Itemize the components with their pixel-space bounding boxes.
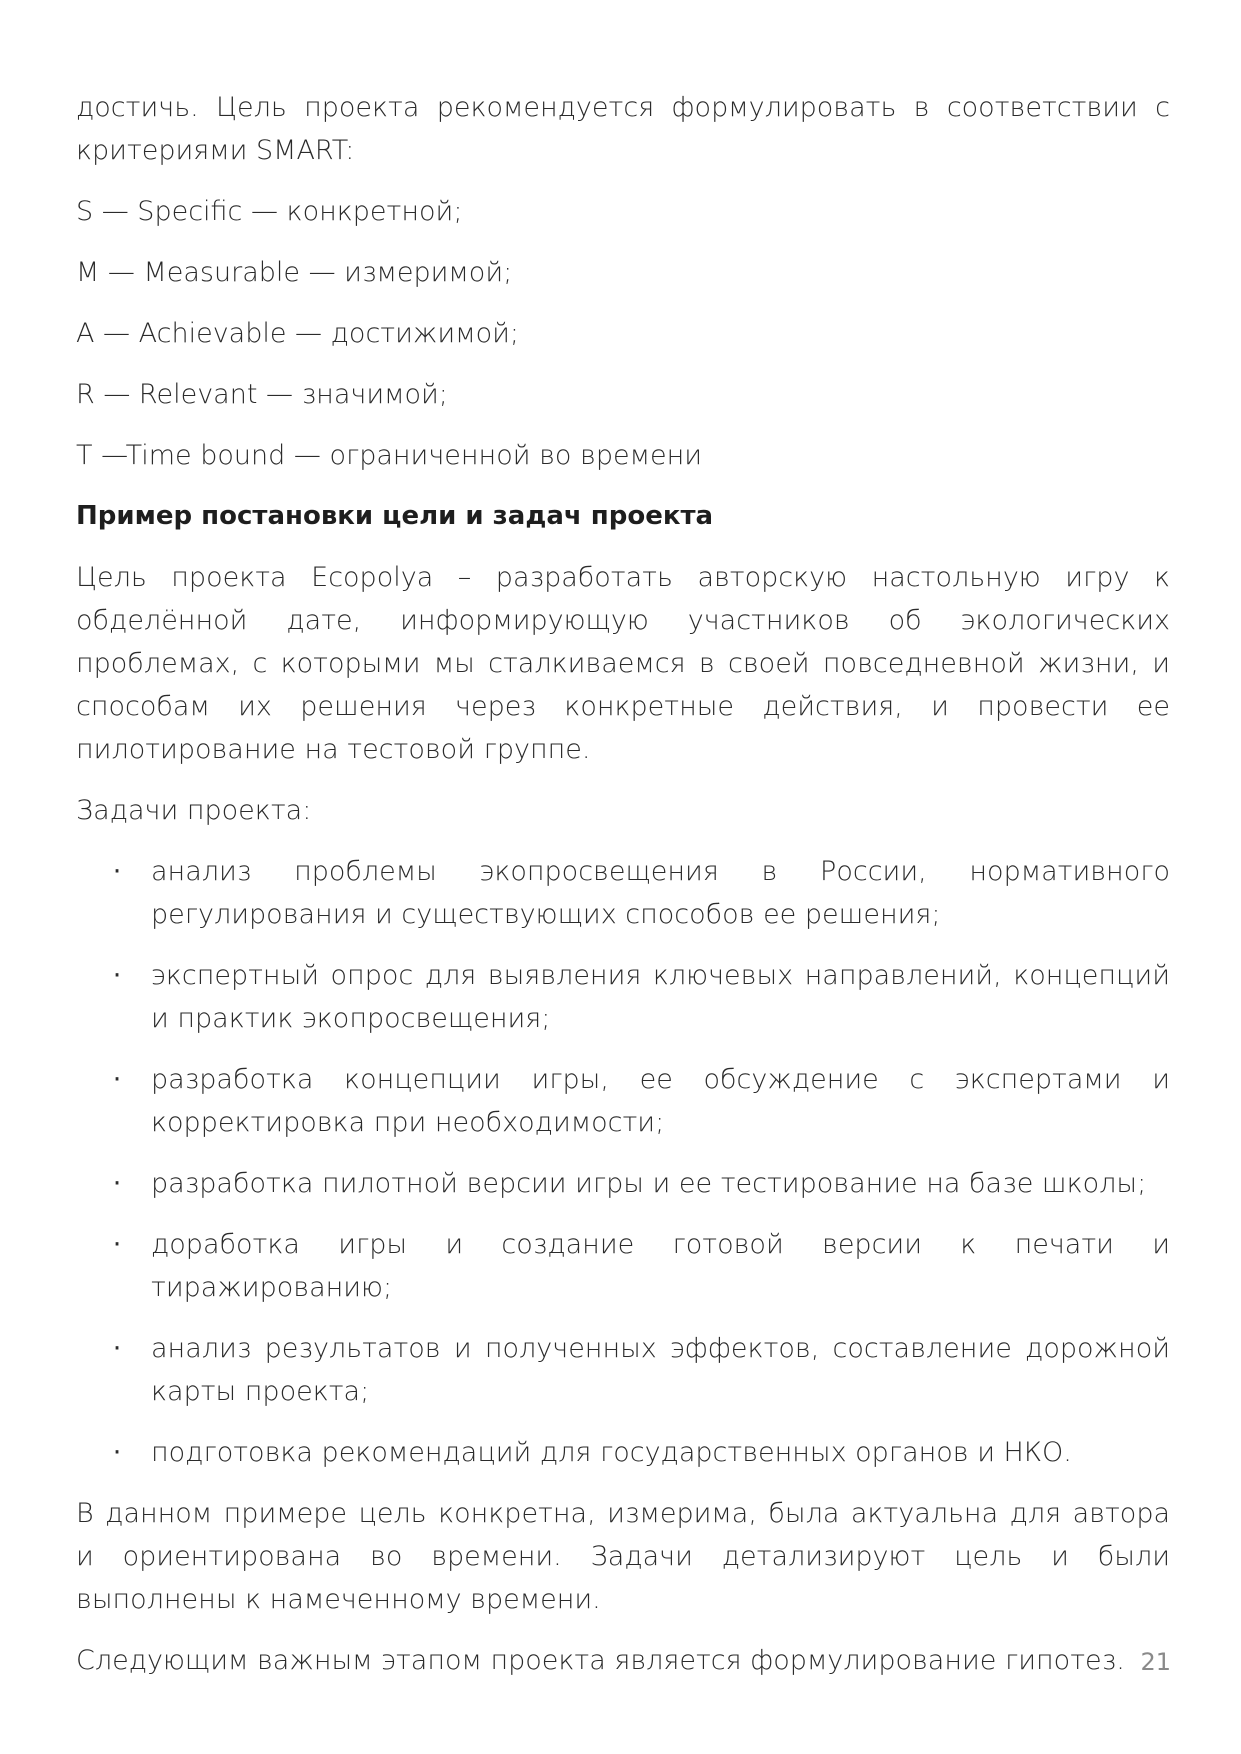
list-item <box>76 1223 1170 1309</box>
list-item <box>76 1162 1170 1205</box>
bullet-icon: · <box>112 1229 122 1260</box>
list-item <box>76 1431 1170 1474</box>
bullet-icon: · <box>112 1064 122 1095</box>
task-text: подготовка рекомендаций для государственных органов и НКО. <box>151 1437 1072 1468</box>
next-step-paragraph: Следующим важным этапом проекта является формулирование гипотез. <box>76 1645 1125 1676</box>
conclusion-paragraph: В данном примере цель конкретна, измерима, была актуальна для автора и ориентирована во времени. Задачи детализируют цель и были выполнены к намеченному времени. <box>76 1498 1170 1615</box>
smart-item-m: M — Measurable — измеримой; <box>76 257 513 288</box>
smart-item-r: R — Relevant — значимой; <box>76 379 448 410</box>
tasks-list <box>76 850 1170 1474</box>
bullet-icon: · <box>112 1168 122 1199</box>
bullet-icon: · <box>112 1437 122 1468</box>
task-text: анализ результатов и полученных эффектов, составление дорожной карты проекта; <box>151 1333 1170 1407</box>
smart-list <box>76 190 1170 477</box>
smart-item-t: T —Time bound — ограниченной во времени <box>76 440 703 471</box>
list-item <box>76 850 1170 936</box>
section-heading: Пример постановки цели и задач проекта <box>76 501 714 531</box>
task-text: анализ проблемы экопросвещения в России, нормативного регулирования и существующих способов ее решения; <box>151 856 1170 930</box>
bullet-icon: · <box>112 1333 122 1364</box>
list-item <box>76 954 1170 1040</box>
page-number: 21 <box>1140 1648 1171 1676</box>
smart-item-a: A — Achievable — достижимой; <box>76 318 519 349</box>
list-item <box>76 1327 1170 1413</box>
task-text: экспертный опрос для выявления ключевых направлений, концепций и практик экопросвещения; <box>151 960 1170 1034</box>
list-item <box>76 1058 1170 1144</box>
tasks-title: Задачи проекта: <box>76 795 312 826</box>
task-text: разработка концепции игры, ее обсуждение с экспертами и корректировка при необходимости; <box>151 1064 1170 1138</box>
bullet-icon: · <box>112 960 122 991</box>
document-page <box>76 86 1170 1700</box>
goal-paragraph: Цель проекта Ecopolya – разработать авторскую настольную игру к обделённой дате, информирующую участников об экологических проблемах, с которыми мы сталкиваемся в своей повседневной жизни, и способам их решения через конкретные действия, и провести ее пилотирование на тестовой группе. <box>76 562 1170 765</box>
task-text: разработка пилотной версии игры и ее тестирование на базе школы; <box>151 1168 1147 1199</box>
bullet-icon: · <box>112 856 122 887</box>
smart-item-s: S — Specific — конкретной; <box>76 196 463 227</box>
intro-paragraph: достичь. Цель проекта рекомендуется формулировать в соответствии с критериями SMART: <box>76 92 1170 166</box>
task-text: доработка игры и создание готовой версии к печати и тиражированию; <box>151 1229 1170 1303</box>
